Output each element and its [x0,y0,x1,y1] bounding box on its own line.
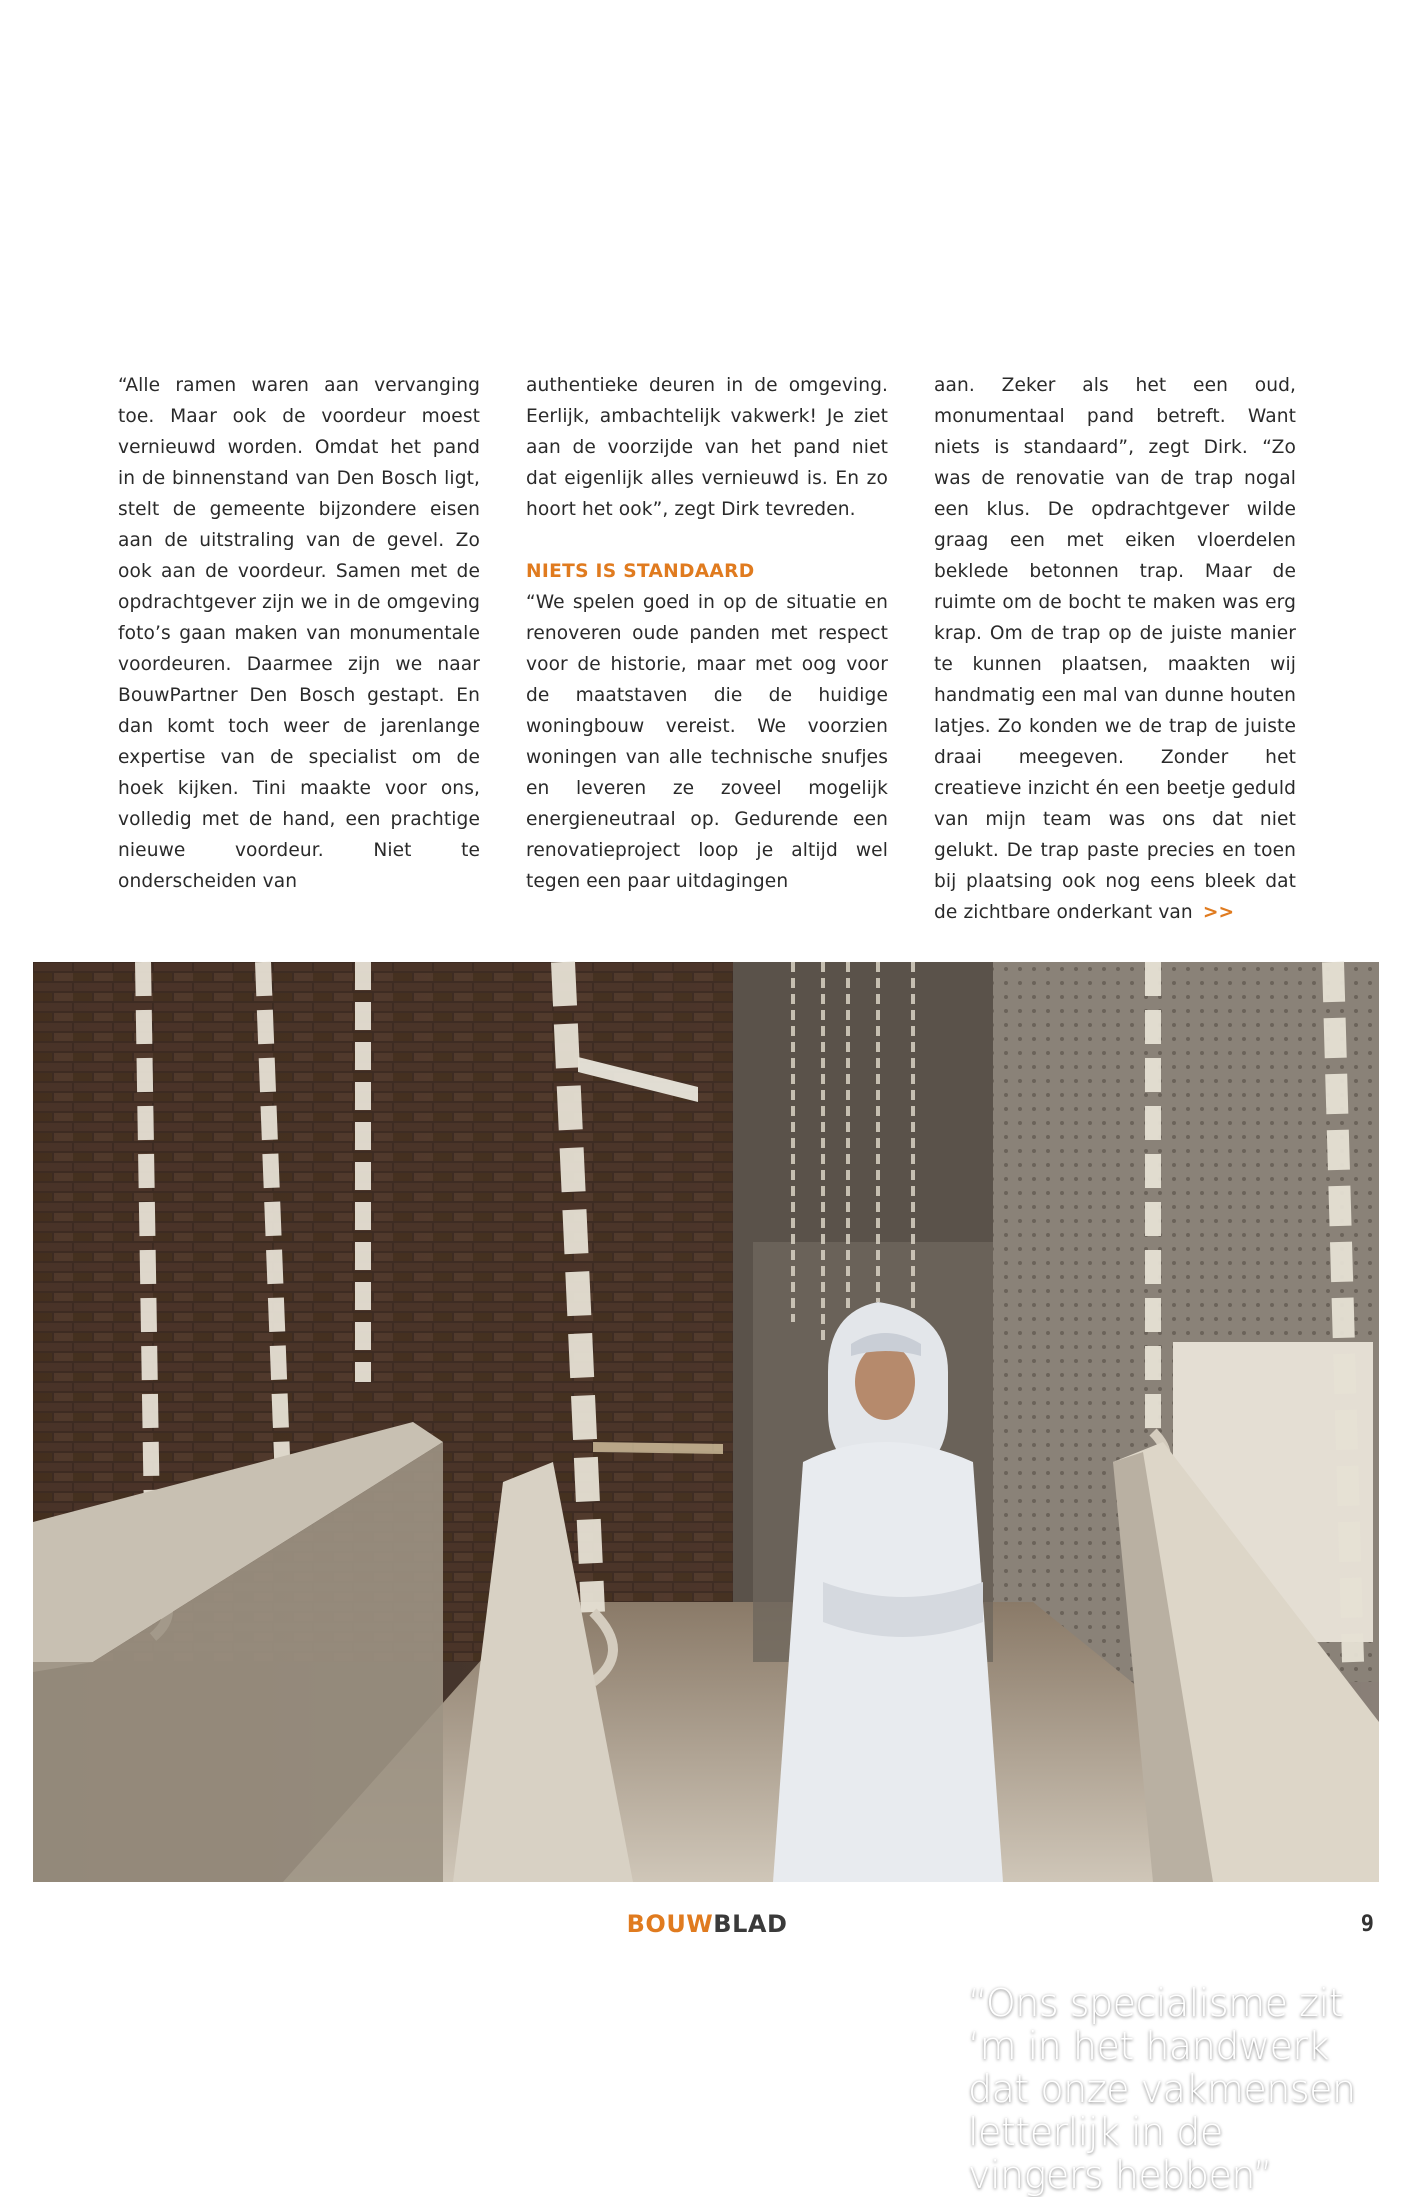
pull-quote: “Ons specialisme zit ‘m in het handwerk dat onze vakmensen letterlijk in de vingers hebben” [968,1981,1356,2197]
page-number: 9 [1360,1912,1374,1937]
magazine-logo [0,1910,1414,1938]
continue-marker: >> [1202,902,1235,923]
body-paragraph: “Alle ramen waren aan vervanging toe. Maar ook de voordeur moest vernieuwd worden. Omdat het pand in de binnenstand van Den Bosch ligt, stelt de gemeente bijzondere eisen aan de uitstraling van de gevel. Zo ook aan de voordeur. Samen met de opdrachtgever zijn we in de omgeving foto’s gaan maken van monumentale voordeuren. Daarmee zijn we naar BouwPartner Den Bosch gestapt. En dan komt toch weer de jarenlange expertise van de specialist om de hoek kijken. Tini maakte voor ons, volledig met de hand, een prachtige nieuwe voordeur. Niet te onderscheiden van [118,375,480,892]
body-paragraph: “We spelen goed in op de situatie en renoveren oude panden met respect voor de historie, maar met oog voor de maatstaven die de huidige woningbouw vereist. We voorzien woningen van alle technische snufjes en leveren ze zoveel mogelijk energieneutraal op. Gedurende een renovatieproject loop je altijd wel tegen een paar uitdagingen [526,592,888,892]
logo-part-bouw: BOUW [626,1910,714,1938]
body-paragraph: authentieke deuren in de omgeving. Eerlijk, ambachtelijk vakwerk! Je ziet aan de voorzijde van het pand niet dat eigenlijk alles vernieuwd is. En zo hoort het ook”, zegt Dirk tevreden. [526,375,888,520]
body-text: aan. Zeker als het een oud, monumentaal pand betreft. Want niets is standaard”, zegt Dirk. “Zo was de renovatie van de trap nogal een klus. De opdrachtgever wilde graag een met eiken vloerdelen beklede betonnen trap. Maar de ruimte om de bocht te maken was erg krap. Om de trap op de juiste manier te kunnen plaatsen, maakten wij handmatig een mal van dunne houten latjes. Zo konden we de trap de juiste draai meegeven. Zonder het creatieve inzicht én een beetje geduld van mijn team was ons dat niet gelukt. De trap paste precies en toen bij plaatsing ook nog eens bleek dat de zichtbare onderkant van [934,375,1296,923]
section-subheading: NIETS IS STANDAARD [526,561,755,582]
text-column-3 [934,370,1296,928]
body-paragraph [934,370,1296,928]
text-column-1 [118,370,480,897]
logo-part-blad: BLAD [713,1910,788,1938]
text-column-2 [526,370,888,897]
photo-illustration [33,962,1379,1882]
